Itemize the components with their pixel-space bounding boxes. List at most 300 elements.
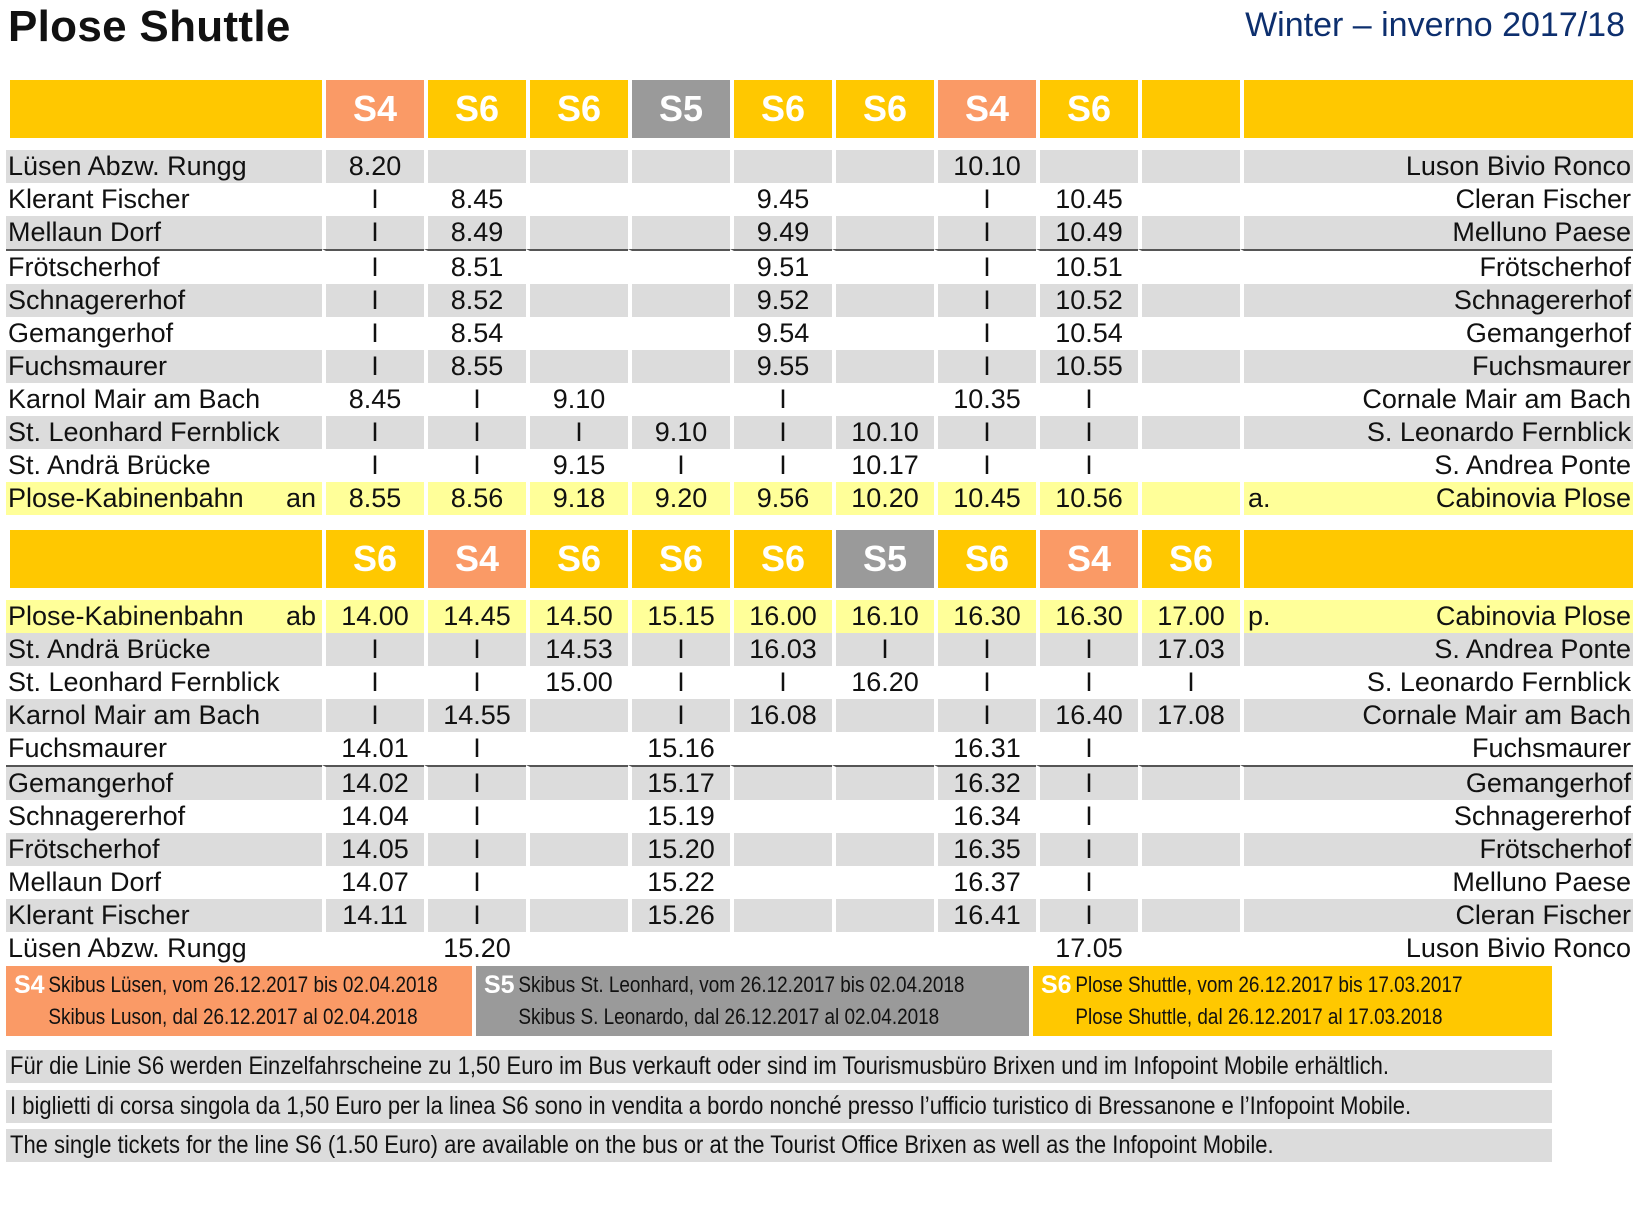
stop-label: Cornale Mair am Bach bbox=[1362, 700, 1631, 730]
line-badge bbox=[1138, 80, 1240, 138]
stop-name-de bbox=[6, 383, 322, 416]
stop-label: Fuchsmaurer bbox=[8, 733, 168, 763]
time-cell: 8.56 bbox=[424, 482, 526, 515]
ticket-note-text: Für die Linie S6 werden Einzelfahrscheine zu 1,50 Euro im Bus verkauft oder sind im Tourismusbüro Brixen und im Infopoint Mobile erhältlich. bbox=[10, 1052, 1389, 1080]
time-cell: 10.45 bbox=[1036, 183, 1138, 216]
stop-label: Schnagererhof bbox=[1453, 801, 1631, 831]
legend-line-de: Plose Shuttle, vom 26.12.2017 bis 17.03.2017 bbox=[1075, 972, 1463, 997]
time-cell bbox=[934, 932, 1036, 965]
time-cell bbox=[832, 216, 934, 249]
time-cell: 10.56 bbox=[1036, 482, 1138, 515]
time-cell: 16.08 bbox=[730, 699, 832, 732]
time-cell bbox=[628, 284, 730, 317]
time-cell: I bbox=[322, 416, 424, 449]
line-badge: S5 bbox=[628, 80, 730, 138]
time-cell: I bbox=[934, 449, 1036, 482]
time-cell bbox=[526, 866, 628, 899]
stop-label: Lüsen Abzw. Rungg bbox=[8, 151, 247, 181]
line-badge: S6 bbox=[322, 530, 424, 588]
time-cell: 9.10 bbox=[526, 383, 628, 416]
stop-name-de bbox=[6, 350, 322, 383]
table-row bbox=[6, 932, 1633, 965]
time-cell: 10.52 bbox=[1036, 284, 1138, 317]
stop-label: St. Leonhard Fernblick bbox=[8, 417, 280, 447]
stop-name-de bbox=[6, 666, 322, 699]
time-cell bbox=[730, 899, 832, 932]
time-cell bbox=[832, 284, 934, 317]
time-cell: I bbox=[730, 449, 832, 482]
time-cell bbox=[832, 150, 934, 183]
table-row bbox=[6, 833, 1633, 866]
time-cell bbox=[1138, 416, 1240, 449]
table-row bbox=[6, 765, 1633, 800]
time-cell: 14.11 bbox=[322, 899, 424, 932]
time-cell: 10.35 bbox=[934, 383, 1036, 416]
stop-name-de bbox=[6, 765, 322, 800]
time-cell: I bbox=[1036, 732, 1138, 765]
timetable-descent bbox=[6, 530, 1633, 965]
time-cell bbox=[832, 765, 934, 800]
line-badge: S6 bbox=[526, 80, 628, 138]
stop-label: Frötscherhof bbox=[8, 834, 160, 864]
stop-label: Melluno Paese bbox=[1452, 867, 1631, 897]
stop-name-de bbox=[6, 183, 322, 216]
stop-label: Mellaun Dorf bbox=[8, 867, 162, 897]
time-cell: 9.10 bbox=[628, 416, 730, 449]
time-cell: 16.35 bbox=[934, 833, 1036, 866]
time-cell bbox=[526, 699, 628, 732]
time-cell bbox=[1138, 383, 1240, 416]
time-cell bbox=[526, 732, 628, 765]
time-cell: I bbox=[628, 699, 730, 732]
time-cell: I bbox=[322, 183, 424, 216]
stop-name-de bbox=[6, 284, 322, 317]
time-cell: I bbox=[322, 249, 424, 284]
spacer bbox=[6, 138, 1633, 150]
time-cell bbox=[1138, 284, 1240, 317]
time-cell bbox=[730, 765, 832, 800]
table-row bbox=[6, 150, 1633, 183]
time-cell: 10.10 bbox=[832, 416, 934, 449]
stop-label: Gemangerhof bbox=[1465, 768, 1631, 798]
time-cell: I bbox=[1036, 666, 1138, 699]
table-row bbox=[6, 249, 1633, 284]
time-cell: 16.37 bbox=[934, 866, 1036, 899]
time-cell: I bbox=[1036, 899, 1138, 932]
line-header-row bbox=[6, 80, 1633, 138]
time-cell bbox=[730, 866, 832, 899]
stop-name-it bbox=[1240, 866, 1633, 899]
stop-label: Melluno Paese bbox=[1452, 217, 1631, 247]
stop-name-it bbox=[1240, 416, 1633, 449]
legend-code: S6 bbox=[1041, 971, 1072, 999]
time-cell: 16.03 bbox=[730, 633, 832, 666]
time-cell bbox=[628, 249, 730, 284]
line-badge: S6 bbox=[730, 530, 832, 588]
time-cell: 16.30 bbox=[934, 600, 1036, 633]
time-cell bbox=[832, 800, 934, 833]
stop-label: Schnagererhof bbox=[8, 801, 186, 831]
table-row bbox=[6, 866, 1633, 899]
time-cell bbox=[628, 350, 730, 383]
time-cell bbox=[832, 350, 934, 383]
time-cell bbox=[730, 800, 832, 833]
stop-name-it bbox=[1240, 932, 1633, 965]
time-cell bbox=[322, 932, 424, 965]
time-cell bbox=[1138, 765, 1240, 800]
time-cell: 16.32 bbox=[934, 765, 1036, 800]
time-cell: 8.54 bbox=[424, 317, 526, 350]
time-cell: I bbox=[934, 183, 1036, 216]
stop-label: Plose-Kabinenbahn bbox=[8, 601, 244, 631]
time-cell: I bbox=[934, 350, 1036, 383]
table-row bbox=[6, 416, 1633, 449]
line-badge: S4 bbox=[1036, 530, 1138, 588]
time-cell bbox=[424, 150, 526, 183]
stop-label: St. Andrä Brücke bbox=[8, 634, 211, 664]
stop-label: Karnol Mair am Bach bbox=[8, 384, 261, 414]
stop-name-it bbox=[1240, 183, 1633, 216]
time-cell: 14.01 bbox=[322, 732, 424, 765]
time-cell bbox=[1036, 150, 1138, 183]
time-cell: I bbox=[1036, 866, 1138, 899]
time-cell: 10.54 bbox=[1036, 317, 1138, 350]
table-row bbox=[6, 600, 1633, 633]
time-cell bbox=[832, 317, 934, 350]
stop-name-it bbox=[1240, 600, 1633, 633]
time-cell: 9.52 bbox=[730, 284, 832, 317]
time-cell: I bbox=[934, 249, 1036, 284]
time-cell: I bbox=[730, 383, 832, 416]
time-cell: I bbox=[934, 633, 1036, 666]
arr-dep-mark: p. bbox=[1248, 601, 1271, 631]
stop-label: Gemangerhof bbox=[8, 318, 174, 348]
stop-name-de bbox=[6, 833, 322, 866]
stop-name-it bbox=[1240, 633, 1633, 666]
time-cell bbox=[1138, 449, 1240, 482]
legend-s6 bbox=[1033, 966, 1552, 1036]
time-cell: I bbox=[1036, 383, 1138, 416]
stop-name-de bbox=[6, 899, 322, 932]
stop-name-de bbox=[6, 317, 322, 350]
table-row bbox=[6, 216, 1633, 249]
time-cell bbox=[1138, 350, 1240, 383]
time-cell: I bbox=[322, 449, 424, 482]
time-cell: I bbox=[934, 216, 1036, 249]
time-cell: I bbox=[424, 416, 526, 449]
stop-name-de bbox=[6, 216, 322, 249]
time-cell: 8.55 bbox=[322, 482, 424, 515]
time-cell: 9.55 bbox=[730, 350, 832, 383]
time-cell bbox=[730, 932, 832, 965]
time-cell: 14.02 bbox=[322, 765, 424, 800]
stop-name-it bbox=[1240, 666, 1633, 699]
time-cell: I bbox=[934, 416, 1036, 449]
legend-code: S5 bbox=[484, 971, 515, 999]
time-cell bbox=[628, 150, 730, 183]
time-cell: 9.15 bbox=[526, 449, 628, 482]
time-cell: I bbox=[1036, 449, 1138, 482]
time-cell: 16.20 bbox=[832, 666, 934, 699]
time-cell: 15.16 bbox=[628, 732, 730, 765]
time-cell: 9.56 bbox=[730, 482, 832, 515]
time-cell bbox=[1138, 732, 1240, 765]
time-cell: 10.10 bbox=[934, 150, 1036, 183]
time-cell bbox=[1138, 317, 1240, 350]
time-cell: 10.49 bbox=[1036, 216, 1138, 249]
stop-label: St. Andrä Brücke bbox=[8, 450, 211, 480]
time-cell: I bbox=[424, 383, 526, 416]
stop-name-de bbox=[6, 600, 322, 633]
time-cell: I bbox=[424, 449, 526, 482]
stop-label: S. Leonardo Fernblick bbox=[1366, 667, 1631, 697]
header-blank bbox=[6, 80, 322, 138]
legend-line-it: Skibus Luson, dal 26.12.2017 al 02.04.2018 bbox=[48, 1004, 418, 1029]
time-cell: I bbox=[322, 699, 424, 732]
stop-name-it bbox=[1240, 482, 1633, 515]
line-legend bbox=[6, 966, 1552, 1036]
stop-label: S. Andrea Ponte bbox=[1434, 450, 1631, 480]
time-cell bbox=[832, 699, 934, 732]
line-badge: S4 bbox=[322, 80, 424, 138]
time-cell: I bbox=[1036, 833, 1138, 866]
time-cell: 15.00 bbox=[526, 666, 628, 699]
stop-name-de bbox=[6, 932, 322, 965]
arr-dep-label: ab bbox=[285, 601, 316, 631]
time-cell: 14.07 bbox=[322, 866, 424, 899]
time-cell: I bbox=[424, 666, 526, 699]
stop-label: Mellaun Dorf bbox=[8, 217, 162, 247]
table-row bbox=[6, 666, 1633, 699]
stop-label: Cleran Fischer bbox=[1455, 184, 1631, 214]
stop-name-de bbox=[6, 800, 322, 833]
stop-label: Cabinovia Plose bbox=[1435, 483, 1631, 513]
time-cell bbox=[832, 833, 934, 866]
ticket-note-en bbox=[6, 1129, 1552, 1162]
timetable-ascent bbox=[6, 80, 1633, 515]
time-cell: 14.45 bbox=[424, 600, 526, 633]
legend-line-de: Skibus Lüsen, vom 26.12.2017 bis 02.04.2018 bbox=[48, 972, 438, 997]
time-cell bbox=[832, 932, 934, 965]
time-cell: 15.22 bbox=[628, 866, 730, 899]
stop-label: Cornale Mair am Bach bbox=[1362, 384, 1631, 414]
time-cell: I bbox=[1036, 416, 1138, 449]
time-cell: I bbox=[934, 699, 1036, 732]
line-badge: S4 bbox=[934, 80, 1036, 138]
stop-name-it bbox=[1240, 449, 1633, 482]
time-cell: 8.55 bbox=[424, 350, 526, 383]
stop-name-de bbox=[6, 150, 322, 183]
time-cell bbox=[526, 317, 628, 350]
time-cell: 17.08 bbox=[1138, 699, 1240, 732]
time-cell bbox=[1138, 833, 1240, 866]
time-cell: 9.54 bbox=[730, 317, 832, 350]
time-cell: 16.40 bbox=[1036, 699, 1138, 732]
stop-name-de bbox=[6, 699, 322, 732]
time-cell: 15.19 bbox=[628, 800, 730, 833]
time-cell: I bbox=[934, 284, 1036, 317]
time-cell: 9.49 bbox=[730, 216, 832, 249]
time-cell bbox=[1138, 800, 1240, 833]
time-cell bbox=[628, 183, 730, 216]
time-cell bbox=[1138, 899, 1240, 932]
table-row bbox=[6, 732, 1633, 765]
arr-dep-label: an bbox=[285, 483, 316, 513]
time-cell: 8.45 bbox=[424, 183, 526, 216]
time-cell: I bbox=[934, 666, 1036, 699]
time-cell: I bbox=[1036, 765, 1138, 800]
time-cell: 10.45 bbox=[934, 482, 1036, 515]
time-cell: 9.51 bbox=[730, 249, 832, 284]
stop-label: Fuchsmaurer bbox=[1471, 733, 1631, 763]
table-row bbox=[6, 699, 1633, 732]
time-cell: 14.04 bbox=[322, 800, 424, 833]
stop-name-de bbox=[6, 633, 322, 666]
ticket-note-it bbox=[6, 1090, 1552, 1123]
time-cell: 17.03 bbox=[1138, 633, 1240, 666]
time-cell: 15.17 bbox=[628, 765, 730, 800]
stop-name-it bbox=[1240, 732, 1633, 765]
arr-dep-mark: a. bbox=[1248, 483, 1271, 513]
line-badge: S5 bbox=[832, 530, 934, 588]
time-cell: I bbox=[424, 732, 526, 765]
stop-label: St. Leonhard Fernblick bbox=[8, 667, 280, 697]
stop-name-it bbox=[1240, 350, 1633, 383]
stop-name-de bbox=[6, 866, 322, 899]
time-cell: I bbox=[322, 666, 424, 699]
stop-label: Cabinovia Plose bbox=[1435, 601, 1631, 631]
time-cell bbox=[526, 183, 628, 216]
time-cell bbox=[832, 183, 934, 216]
time-cell: I bbox=[322, 284, 424, 317]
page-title: Plose Shuttle bbox=[8, 2, 291, 51]
stop-label: Gemangerhof bbox=[1465, 318, 1631, 348]
time-cell bbox=[1138, 183, 1240, 216]
stop-name-de bbox=[6, 482, 322, 515]
stop-name-de bbox=[6, 449, 322, 482]
time-cell: I bbox=[1036, 633, 1138, 666]
header-blank bbox=[1240, 530, 1633, 588]
time-cell: 9.18 bbox=[526, 482, 628, 515]
stop-name-it bbox=[1240, 216, 1633, 249]
stop-name-de bbox=[6, 249, 322, 284]
time-cell: I bbox=[730, 416, 832, 449]
stop-name-it bbox=[1240, 800, 1633, 833]
ticket-note-text: The single tickets for the line S6 (1.50 Euro) are available on the bus or at the Tourist Office Brixen as well as the Infopoint Mobile. bbox=[10, 1131, 1274, 1159]
time-cell: I bbox=[628, 633, 730, 666]
stop-label: Luson Bivio Ronco bbox=[1405, 933, 1631, 963]
stop-label: Karnol Mair am Bach bbox=[8, 700, 261, 730]
legend-s4 bbox=[6, 966, 472, 1036]
table-row bbox=[6, 482, 1633, 515]
time-cell: I bbox=[322, 317, 424, 350]
time-cell: I bbox=[526, 416, 628, 449]
time-cell: 17.05 bbox=[1036, 932, 1138, 965]
stop-label: Fuchsmaurer bbox=[8, 351, 168, 381]
time-cell: I bbox=[934, 317, 1036, 350]
ticket-note-text: I biglietti di corsa singola da 1,50 Euro per la linea S6 sono in vendita a bordo nonché presso l’ufficio turistico di Bressanone e l’Infopoint Mobile. bbox=[10, 1092, 1412, 1120]
time-cell: 10.51 bbox=[1036, 249, 1138, 284]
time-cell: 16.10 bbox=[832, 600, 934, 633]
time-cell: 16.41 bbox=[934, 899, 1036, 932]
time-cell bbox=[628, 932, 730, 965]
stop-label: Luson Bivio Ronco bbox=[1405, 151, 1631, 181]
time-cell bbox=[730, 833, 832, 866]
stop-label: Schnagererhof bbox=[8, 285, 186, 315]
table-row bbox=[6, 899, 1633, 932]
time-cell: 16.30 bbox=[1036, 600, 1138, 633]
time-cell: 14.05 bbox=[322, 833, 424, 866]
time-cell bbox=[526, 899, 628, 932]
table-row bbox=[6, 183, 1633, 216]
time-cell: 8.49 bbox=[424, 216, 526, 249]
time-cell bbox=[832, 899, 934, 932]
time-cell bbox=[1138, 249, 1240, 284]
time-cell: I bbox=[730, 666, 832, 699]
stop-name-it bbox=[1240, 284, 1633, 317]
stop-label: Klerant Fischer bbox=[8, 184, 190, 214]
time-cell: 15.20 bbox=[628, 833, 730, 866]
stop-label: Lüsen Abzw. Rungg bbox=[8, 933, 247, 963]
stop-label: S. Leonardo Fernblick bbox=[1366, 417, 1631, 447]
time-cell: 8.20 bbox=[322, 150, 424, 183]
time-cell: 14.50 bbox=[526, 600, 628, 633]
time-cell: 16.34 bbox=[934, 800, 1036, 833]
time-cell: 14.53 bbox=[526, 633, 628, 666]
time-cell: I bbox=[424, 899, 526, 932]
legend-code: S4 bbox=[14, 971, 45, 999]
time-cell: I bbox=[424, 866, 526, 899]
time-cell bbox=[526, 833, 628, 866]
time-cell: 14.00 bbox=[322, 600, 424, 633]
stop-name-it bbox=[1240, 317, 1633, 350]
time-cell bbox=[1138, 150, 1240, 183]
header-blank bbox=[1240, 80, 1633, 138]
line-badge: S4 bbox=[424, 530, 526, 588]
time-cell bbox=[1138, 932, 1240, 965]
time-cell: 15.20 bbox=[424, 932, 526, 965]
time-cell bbox=[832, 732, 934, 765]
time-cell: I bbox=[322, 633, 424, 666]
table-row bbox=[6, 449, 1633, 482]
stop-label: Plose-Kabinenbahn bbox=[8, 483, 244, 513]
time-cell bbox=[526, 216, 628, 249]
time-cell: I bbox=[322, 216, 424, 249]
time-cell bbox=[730, 150, 832, 183]
table-row bbox=[6, 317, 1633, 350]
time-cell: I bbox=[1036, 800, 1138, 833]
time-cell: 16.31 bbox=[934, 732, 1036, 765]
time-cell: I bbox=[424, 800, 526, 833]
legend-s5 bbox=[476, 966, 1029, 1036]
time-cell bbox=[1138, 216, 1240, 249]
time-cell: 10.17 bbox=[832, 449, 934, 482]
stop-name-it bbox=[1240, 150, 1633, 183]
ticket-note-de bbox=[6, 1050, 1552, 1083]
time-cell bbox=[1138, 866, 1240, 899]
stop-name-it bbox=[1240, 383, 1633, 416]
time-cell bbox=[832, 249, 934, 284]
stop-name-de bbox=[6, 732, 322, 765]
stop-name-de bbox=[6, 416, 322, 449]
time-cell: 8.51 bbox=[424, 249, 526, 284]
time-cell bbox=[526, 800, 628, 833]
line-header-row bbox=[6, 530, 1633, 588]
stop-label: Frötscherhof bbox=[1479, 252, 1631, 282]
line-badge: S6 bbox=[1138, 530, 1240, 588]
time-cell: 15.15 bbox=[628, 600, 730, 633]
line-badge: S6 bbox=[1036, 80, 1138, 138]
